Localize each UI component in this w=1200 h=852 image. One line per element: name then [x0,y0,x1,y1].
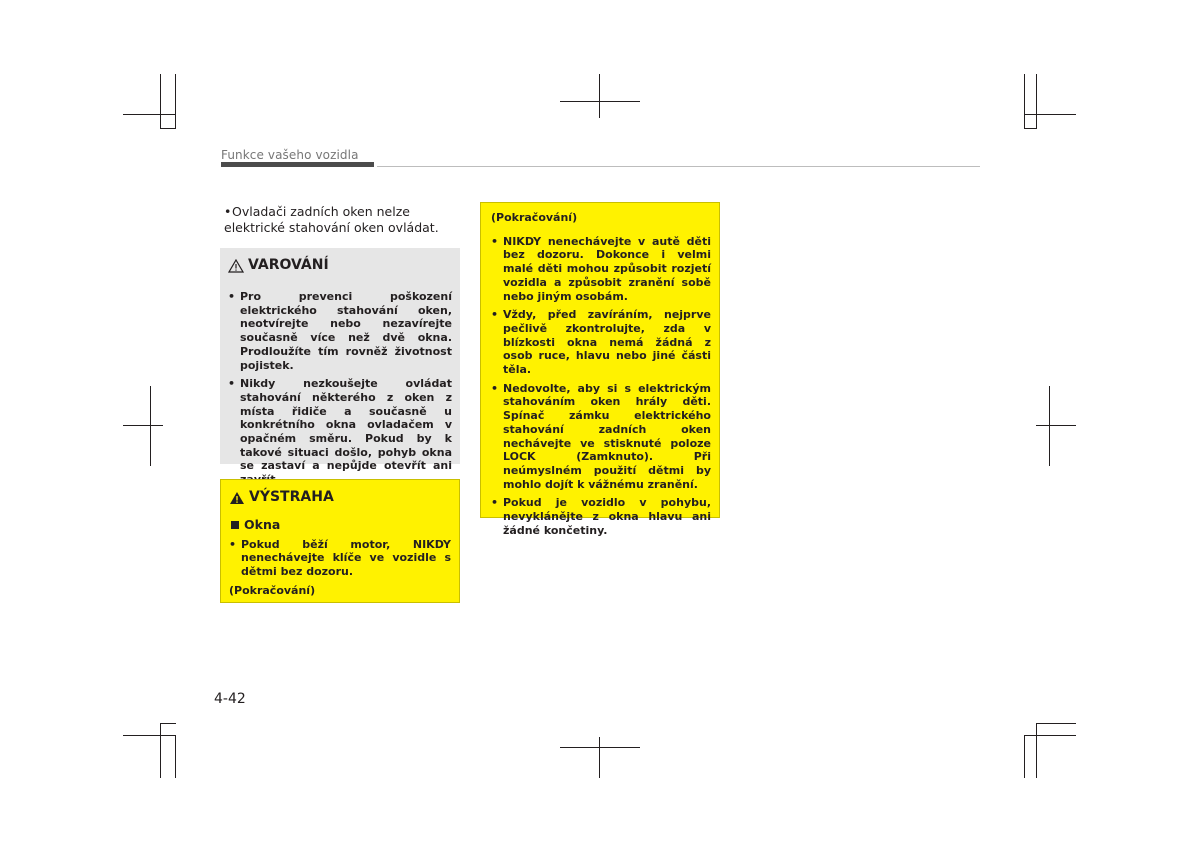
caution-item: • Pokud je vozidlo v pohybu, nevyklánějte z okna hlavu ani žádné končetiny. [491,496,711,537]
bullet-dot: • [224,204,232,219]
caution-continued-box [480,202,720,537]
warning-title [228,256,452,276]
caution-item: • Nedovolte, aby si s elektrickým stahováním oken hrály děti. Spínač zámku elektrického stahování zadních oken nechávejte ve stisknuté poloze LOCK (Zamknuto). Při neúmyslném použití dětmi by mohlo dojít k vážnému zranění. [491,382,711,492]
continued-header: (Pokračování) [491,211,578,224]
continued-label: (Pokračování) [229,583,316,597]
page-number: 4-42 [214,691,246,707]
caution-item: • Vždy, před zavíráním, nejprve pečlivě zkontrolujte, zda v blízkosti okna nemá žádná z osob ruce, hlavu nebo jiné části těla. [491,308,711,377]
section-title: Funkce vašeho vozidla [221,148,359,162]
caution-subheading-text: Okna [244,517,281,532]
warning-item: • Nikdy nezkoušejte ovládat stahování některého z oken z místa řidiče a současně u konkrétního okna ovladačem v opačném směru. Pokud by k takové situaci došlo, pohyb okna se zastaví a nepůjde otevřít ani [228,377,452,487]
caution-title-text: VÝSTRAHA [249,489,334,506]
intro-bullet [224,204,464,236]
caution-subheading [231,518,451,532]
warning-triangle-outline-icon [228,259,244,273]
warning-item: • Pro prevenci poškození elektrického stahování oken, neotvírejte nebo nezavírejte současně více než dvě okna. Prodloužíte tím rovněž životnost pojistek. [228,290,452,372]
caution-list [229,538,451,579]
caution-item: • NIKDY nenechávejte v autě děti bez dozoru. Dokonce i velmi malé děti mohou způsobit rozjetí vozidla a způsobit zranění sobě nebo jiným osobám. [491,235,711,304]
header-rule-light [377,166,980,167]
header-rule-dark [221,162,374,167]
intro-text: Ovladači zadních oken nelze elektrické stahování oken ovládat. [224,204,439,235]
warning-triangle-filled-icon [229,491,245,505]
warning-list [228,290,452,487]
caution-continued-list [491,235,711,538]
caution-item: • Pokud běží motor, NIKDY nenechávejte klíče ve vozidle s dětmi bez dozoru. [229,538,451,579]
warning-box [220,248,460,473]
caution-title [229,488,451,508]
square-bullet-icon [231,521,239,529]
caution-box [220,479,460,603]
warning-title-text: VAROVÁNÍ [248,257,329,274]
